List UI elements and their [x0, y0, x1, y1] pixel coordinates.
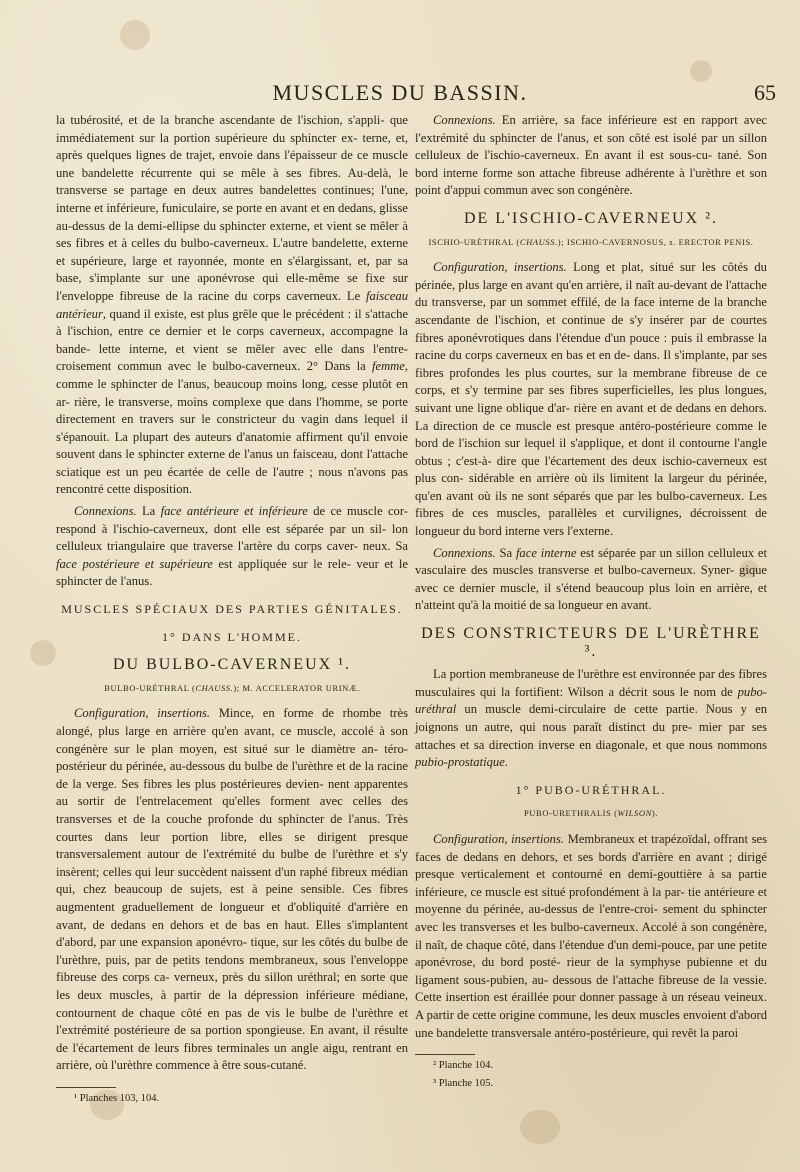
paragraph: Connexions. Sa face interne est séparée par un sillon celluleux et vasculaire des muscles transverse et bulbo-caverneux. Syner- gique avec ce dernier muscle, il s'étend beaucoup plus loin en arrière, et n'atteint qu'à la moitié de sa longueur en avant.: [415, 545, 768, 613]
synonymy-line: ISCHIO-URÉTHRAL (CHAUSS.); ISCHIO-CAVERNOSUS, s. ERECTOR PENIS.: [428, 236, 754, 247]
paragraph: La portion membraneuse de l'urèthre est environnée par des fibres musculaires qui la fortifient: Wilson a décrit sous le nom de pubo-uréthral un muscle demi-circulaire de cette partie. Nous y en joignons un autre, qui nous paraît distinct du pre- mier par ses attaches et sa direction inverse en diagonale, et que nous nommons pubio-prostatique.: [415, 667, 767, 770]
right-column: [415, 112, 767, 1095]
section-heading: MUSCLES SPÉCIAUX DES PARTIES GÉNITALES.: [61, 602, 403, 617]
foxing-stain: [520, 1110, 560, 1144]
paragraph: Configuration, insertions. Membraneux et trapézoïdal, offrant ses faces de dedans en dehors, et ses bords d'arrière en avant ; dirigé presque verticalement et contourné en demi-gouttière à sa partie inférieure, ce muscle est situé profondément à la par- tie antérieure et moyenne du périnée, au-dessus de l'entre-croi- sement du sphincter avec les transverses et les bulbo-caverneux. Accolé à son congénère, il naît, de chaque côté, dans l'étendue d'un demi-pouce, par une petite aponévrose, du bord posté- rieur de la symphyse pubienne et du ligament sous-pubien, au- dessous de l'attache fibreuse de la vessie. Cette insertion est éraillée pour donner passage à un réseau veineux. A partir de cette origine commune, les deux muscles envoient d'abord une bandelette transversale antéro-postérieure, qui revêt la paroi: [415, 831, 767, 1040]
paragraph: la tubérosité, et de la branche ascendante de l'ischion, s'appli- que immédiatement sur la portion supérieure du sphincter ex- terne, et, après quelques lignes de trajet, envoie dans l'épaisseur de ce muscle une bandelette récurrente qui se mêle à ses fibres. Au-delà, le transverse se partage en deux autres bandelettes continues; l'une, interne et inférieure, funiculaire, se porte en avant et en dedans, glisse au-dessus de la demi-ellipse du sphincter externe, et vient se mêler à ses fibres et à celles du bulbo-caverneux. L'autre bandelette, externe et supérieure, large et rayonnée, monte en s'élargissant, et, par sa base, s'implante sur une aponévrose qui elle-même se fixe sur l'enveloppe fibreuse de la racine du corps caverneux. Le faisceau antérieur, quand il existe, est plus grêle que le précédent : il s'attache à l'ischion, entre ce dernier et le corps caverneux, accompagne la bande- lette interne, et vient se mêler avec elle dans l'entre-croisement commun avec le bulbo-caverneux. 2° Dans la femme, comme le sphincter de l'anus, beaucoup moins long, cesse plutôt en ar- rière, le transverse, moins complexe que dans l'homme, se porte directement en travers sur le constricteur du vagin dans lequel il s'épanouit. La plupart des auteurs d'anatomie affirment qu'il envoie souvent dans le sphincter externe de l'anus un faisceau, dont l'attache sciatique est un peu écartée de celle de l'autre ; nous n'avons pas rencontré cette disposition.: [56, 113, 409, 497]
synonymy-line: PUBO-URETHRALIS (WILSON).: [523, 808, 658, 819]
footnote: ³ Planche 105.: [433, 1078, 494, 1090]
left-column: [56, 112, 408, 1110]
paragraph: Configuration, insertions. Mince, en forme de rhombe très alongé, plus large en arrière qu'en avant, ce muscle, accolé à son congénère sur le plan moyen, est situé sur le diamètre an- téro-postérieur du périnée, au-dessous du bulbe de l'urèthre et de la racine de la verge. Ses fibres les plus postérieures devien- nent apparentes au sortir de l'entrelacement qu'elles forment avec celles des transverses et de la couche profonde du sphincter de l'anus. Très courtes dans leur portion libre, elles se dirigent presque transversalement autour de l'extrémité du bulbe de l'urèthre et s'y insèrent; celles qui leur succèdent naissent d'un raphé fibreux médian qui, chez beaucoup de sujets, est à peine sensible. Ces fibres augmentent graduellement de longueur et d'obliquité d'arrière en avant, de dedans en dehors et de bas en haut. Elles s'implantent d'abord, par une expansion aponévro- tique, sur les côtés du bulbe de l'urèthre, puis, par de petits tendons membraneux, sous l'enveloppe fibreuse des corps ca- verneux, près du sillon uréthral; en sorte que les deux muscles, à partir de la dépression inférieure médiane, contournent de chaque côté en pas de vis le bulbe de l'urèthre et l'extrémité postérieure de sa portion spongieuse. En avant, il résulte de l'écartement de leurs fibres terminales un angle aigu, rentrant en arrière, où l'urèthre commence à être sous-cutané.: [56, 706, 408, 1073]
paragraph: Connexions. En arrière, sa face inférieure est en rapport avec l'extrémité du sphincter de l'anus, et son côté est isolé par un sillon celluleux de l'ischio-caverneux. En avant il est sous-cu- tané. Son bord interne forme son attache fibreuse adhérente à l'urèthre et son point d'appui commun avec son congénère.: [415, 113, 767, 198]
foxing-stain: [120, 20, 150, 50]
footnote-rule: [415, 1054, 475, 1055]
subsection-heading: 1° DANS L'HOMME.: [162, 629, 302, 644]
page-number: 65: [754, 80, 776, 105]
chapter-title: DE L'ISCHIO-CAVERNEUX ².: [463, 209, 719, 227]
footnote: ¹ Planches 103, 104.: [74, 1092, 160, 1104]
chapter-title: DES CONSTRICTEURS DE L'URÈTHRE ³.: [421, 625, 761, 660]
footnote-rule: [56, 1087, 116, 1088]
page-header: [0, 80, 800, 110]
footnote: ² Planche 104.: [433, 1060, 494, 1072]
foxing-stain: [690, 60, 712, 82]
foxing-stain: [30, 640, 56, 666]
subsection-heading: 1° PUBO-URÉTHRAL.: [515, 782, 667, 797]
paragraph: Configuration, insertions. Long et plat, situé sur les côtés du périnée, plus large en avant qu'en arrière, il naît au-devant de l'attache du transverse, par un sommet effilé, de la face interne de la branche ascendante de l'ischion, et continue de s'y insérer par de courtes fibres aponévrotiques dans l'étendue d'un pouce : puis il embrasse la racine du corps caverneux en bas et en de- dans. Il s'implante, par ses fibres profondes les plus courtes, sur la membrane fibreuse de ce corps, et s'y termine par ses fibres superficielles, les plus longues, suivant une ligne oblique d'ar- rière en avant et de dedans en dehors. La direction de ce muscle est presque antéro-postérieure comme le bord de l'ischion sur lequel il s'applique, et dont il contourne l'angle obtus ; c'est-à- dire que l'écartement des deux ischio-caverneux est plus con- sidérable en arrière où ils limitent la largeur du périnée, qu'en avant où ils ne sont séparés que par les bulbo-caverneux. Les fibres de ces muscles, parallèles et curvilignes, décroissent de longueur du bord interne vers l'externe.: [415, 260, 767, 539]
synonymy-line: BULBO-URÉTHRAL (CHAUSS.); M. ACCELERATOR URINÆ.: [104, 682, 360, 693]
chapter-title: DU BULBO-CAVERNEUX ¹.: [112, 656, 352, 674]
running-head: MUSCLES DU BASSIN.: [272, 80, 528, 105]
paragraph: Connexions. La face antérieure et inférieure de ce muscle cor- respond à l'ischio-caverneux, dont elle est séparée par un sil- lon celluleux triangulaire que traverse l'artère du corps caver- neux. Sa face postérieure et supérieure est appliquée sur le rele- veur et le sphincter de l'anus.: [56, 504, 409, 589]
